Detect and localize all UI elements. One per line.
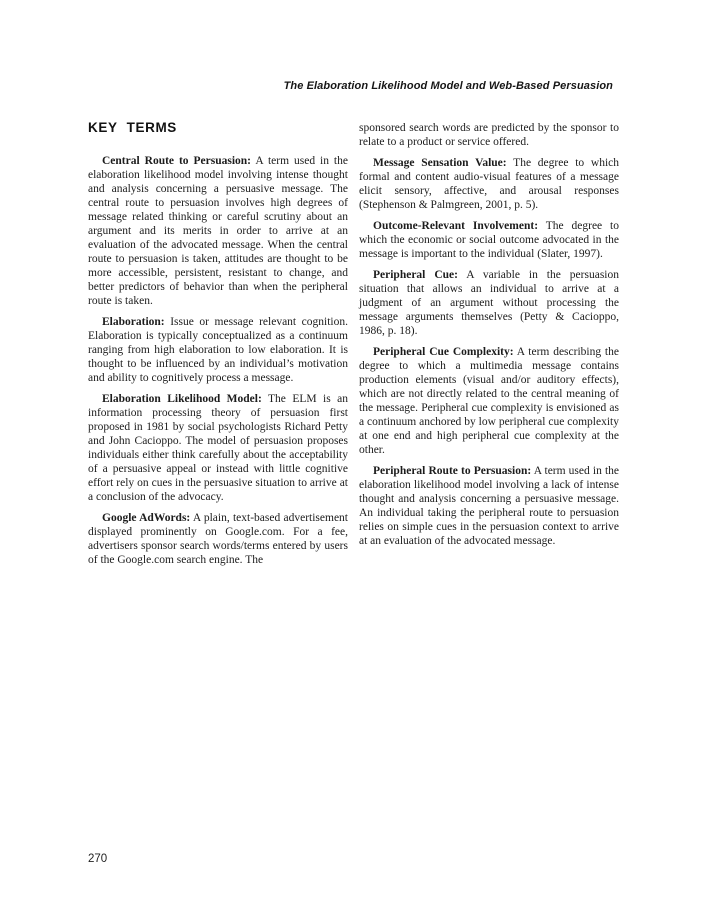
definition-text: A term describing the degree to which a multimedia message contains production elements (visual and/or auditory effects), which are not directly related to the central meaning of the message. Peripheral cue complexity is envisioned as a continuum anchored by low peripheral cue complexity at one end and high peripheral cue complexity at the other. bbox=[359, 346, 619, 456]
definition-text: The degree to which formal and content audio-visual features of a message elicit sensory, affective, and arousal responses (Stephenson & Palmgreen, 2001, p. 5). bbox=[359, 157, 619, 211]
definition-text: The degree to which the economic or social outcome advocated in the message is important to the individual (Slater, 1997). bbox=[359, 220, 619, 260]
two-column-text-block bbox=[88, 121, 620, 567]
definition-term: Elaboration: bbox=[102, 316, 165, 328]
definition-paragraph bbox=[88, 511, 348, 567]
definition-text: The ELM is an information processing theory of persuasion first proposed in 1981 by social psychologists Richard Petty and John Cacioppo. The model of persuasion proposes individuals either think carefully about the acceptability of a persuasive appeal or instead with little cognitive effort rely on cues in the persuasive situation to arrive at a conclusion of the advocacy. bbox=[88, 393, 348, 503]
definition-text: A plain, text-based advertisement displayed prominently on Google.com. For a fee, advertisers sponsor search words/terms entered by users of the Google.com search engine. The bbox=[88, 512, 348, 566]
running-header: The Elaboration Likelihood Model and Web-Based Persuasion bbox=[283, 80, 613, 92]
definition-term: Google AdWords: bbox=[102, 512, 191, 524]
definition-paragraph bbox=[88, 392, 348, 504]
definition-term: Elaboration Likelihood Model: bbox=[102, 393, 262, 405]
definition-text: Issue or message relevant cognition. Elaboration is typically conceptualized as a continuum ranging from high elaboration to low elaboration. It is thought to be influenced by an individual’s motivation and ability to cognitively process a message. bbox=[88, 316, 348, 384]
key-terms-heading: KEY TERMS bbox=[88, 120, 177, 135]
definition-text: A variable in the persuasion situation that allows an individual to arrive at a judgment of an argument without processing the message arguments themselves (Petty & Cacioppo, 1986, p. 18). bbox=[359, 269, 619, 337]
definition-paragraph bbox=[359, 345, 619, 457]
definition-paragraph bbox=[88, 315, 348, 385]
right-column bbox=[359, 121, 619, 567]
left-column bbox=[88, 121, 348, 567]
definition-paragraph bbox=[88, 154, 348, 308]
definition-text: A term used in the elaboration likelihood model involving intense thought and analysis concerning a persuasive message. The central route to persuasion involves high degrees of message related thinking or careful scrutiny about an argument and its merits in order to arrive at an evaluation of the advocated message. When the central route to persuasion is taken, attitudes are thought to be more accessible, persistent, resistant to change, and better predictors of behavior than when the peripheral route is taken. bbox=[88, 155, 348, 307]
definition-paragraph bbox=[359, 156, 619, 212]
definition-text: A term used in the elaboration likelihood model involving a lack of intense thought and analysis concerning a persuasive message. An individual taking the peripheral route to persuasion relies on simple cues in the persuasion context to arrive at an evaluation of the advocated message. bbox=[359, 465, 619, 547]
definition-term: Peripheral Cue Complexity: bbox=[373, 346, 514, 358]
definition-term: Peripheral Route to Persuasion: bbox=[373, 465, 532, 477]
definition-paragraph bbox=[359, 268, 619, 338]
continuation-paragraph: sponsored search words are predicted by the sponsor to relate to a product or service offered. bbox=[359, 122, 619, 148]
definition-term: Peripheral Cue: bbox=[373, 269, 458, 281]
definition-term: Message Sensation Value: bbox=[373, 157, 507, 169]
page-number: 270 bbox=[88, 853, 108, 865]
definition-paragraph bbox=[359, 464, 619, 548]
definition-term: Central Route to Persuasion: bbox=[102, 155, 252, 167]
definition-paragraph bbox=[359, 219, 619, 261]
definition-term: Outcome-Relevant Involvement: bbox=[373, 220, 539, 232]
